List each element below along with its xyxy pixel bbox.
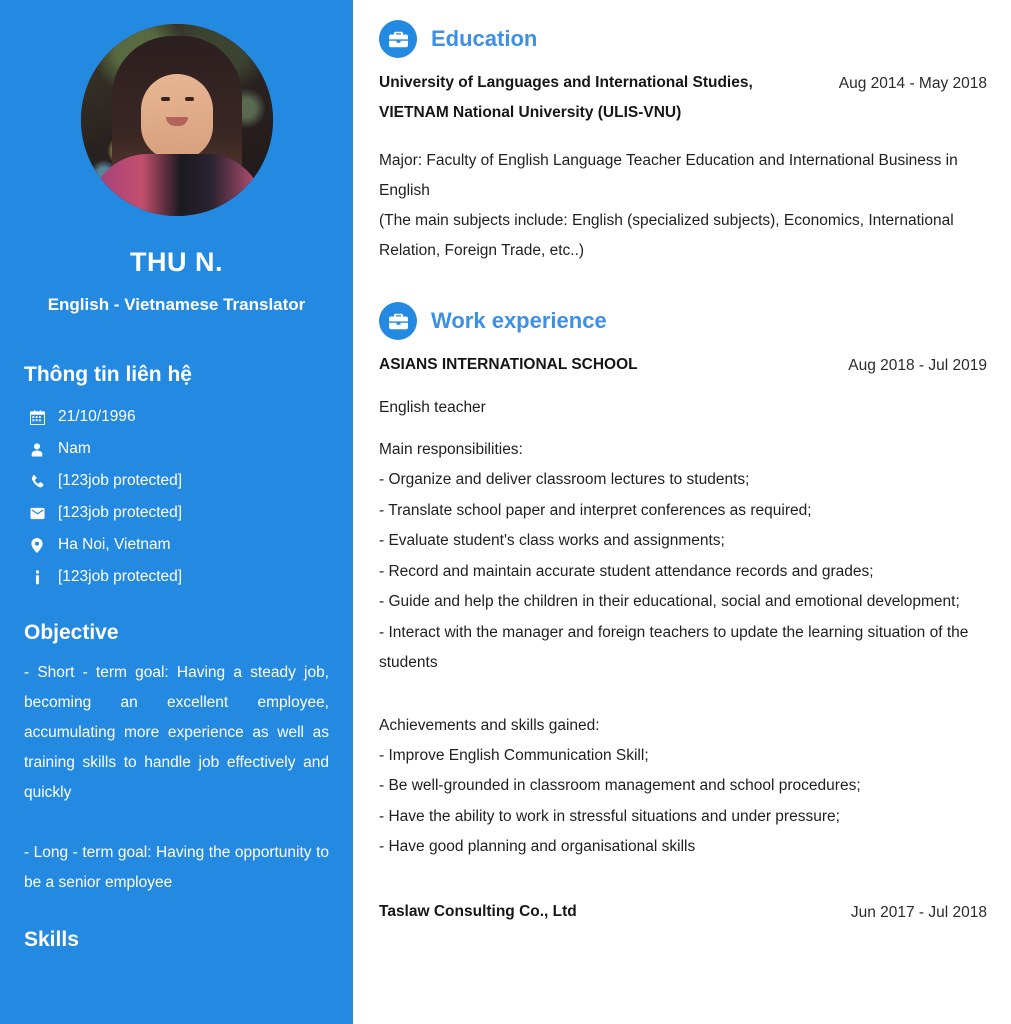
list-item: - Record and maintain accurate student attendance records and grades; (379, 562, 874, 580)
education-date: Aug 2014 - May 2018 (838, 75, 987, 92)
candidate-name: THU N. (130, 247, 223, 277)
contact-value: Ha Noi, Vietnam (58, 536, 171, 553)
list-item: - Interact with the manager and foreign teachers to update the learning situation of the students (379, 623, 969, 671)
work-experience-section (379, 302, 987, 928)
info-icon (24, 570, 50, 585)
user-icon (24, 442, 50, 457)
contact-item-gender (24, 433, 329, 465)
avatar-shoulders (89, 154, 264, 216)
list-item: - Have good planning and organisational skills (379, 838, 696, 855)
achievements-list (379, 741, 987, 863)
education-section-title: Education (431, 26, 538, 51)
education-major-line-2: (The main subjects include: English (specialized subjects), Economics, International Relation, Foreign Trade, etc..) (379, 212, 954, 259)
job-entry-header (379, 350, 987, 381)
contact-item-birthdate (24, 401, 329, 433)
job-date: Aug 2018 - Jul 2019 (848, 357, 987, 374)
contact-item-email[interactable] (24, 497, 329, 529)
responsibilities-heading: Main responsibilities: (379, 441, 523, 458)
education-section-header (379, 20, 987, 58)
contact-value: [123job protected] (58, 504, 183, 521)
avatar-eye-left (161, 97, 170, 101)
work-experience-section-title: Work experience (431, 308, 607, 333)
list-item: - Guide and help the children in their educational, social and emotional development; (379, 593, 960, 610)
briefcase-icon (379, 20, 417, 58)
job-date: Jun 2017 - Jul 2018 (850, 903, 987, 921)
candidate-job-title: English - Vietnamese Translator (47, 295, 306, 314)
contact-item-info (24, 561, 329, 593)
avatar (81, 24, 273, 216)
objective-body (24, 658, 329, 898)
contact-item-phone[interactable] (24, 465, 329, 497)
envelope-icon (24, 506, 50, 521)
education-institution: University of Languages and International Studies, VIETNAM National University (ULIS-VNU) (379, 74, 753, 121)
objective-paragraph-short-term: - Short - term goal: Having a steady job, becoming an excellent employee, accumulating more experience as well as training skills to handle job effectively and quickly (24, 664, 329, 801)
contact-value: [123job protected] (58, 472, 183, 489)
list-item: - Evaluate student's class works and assignments; (379, 532, 725, 549)
objective-section-heading: Objective (24, 621, 119, 644)
contact-item-location (24, 529, 329, 561)
responsibilities-list (379, 465, 987, 679)
location-pin-icon (24, 538, 50, 553)
contact-value: [123job protected] (58, 568, 183, 585)
list-item: - Organize and deliver classroom lectures to students; (379, 471, 750, 488)
contact-list (24, 401, 329, 593)
list-item: - Translate school paper and interpret conferences as required; (379, 501, 812, 519)
list-item: - Have the ability to work in stressful situations and under pressure; (379, 807, 840, 825)
education-major-line-1: Major: Faculty of English Language Teacher Education and International Business in English (379, 152, 958, 199)
education-entry (379, 68, 987, 128)
list-item: - Improve English Communication Skill; (379, 746, 649, 764)
skills-section-heading: Skills (24, 928, 79, 951)
main-content (353, 0, 1011, 1024)
contact-section-heading: Thông tin liên hệ (24, 363, 192, 386)
job-entry-header-secondary (379, 897, 987, 928)
list-item: - Be well-grounded in classroom management and school procedures; (379, 777, 861, 794)
avatar-wrapper (24, 24, 329, 216)
briefcase-icon (379, 302, 417, 340)
phone-icon (24, 474, 50, 489)
objective-paragraph-long-term: - Long - term goal: Having the opportunity to be a senior employee (24, 844, 329, 891)
contact-value: 21/10/1996 (58, 408, 136, 425)
job-company: Taslaw Consulting Co., Ltd (379, 902, 577, 920)
achievements-heading: Achievements and skills gained: (379, 716, 600, 734)
avatar-eye-right (185, 97, 194, 101)
job-company: ASIANS INTERNATIONAL SCHOOL (379, 356, 638, 373)
calendar-icon (24, 410, 50, 425)
job-role: English teacher (379, 399, 486, 416)
education-section (379, 20, 987, 266)
sidebar (0, 0, 353, 1024)
work-experience-section-header (379, 302, 987, 340)
contact-value: Nam (58, 440, 91, 457)
